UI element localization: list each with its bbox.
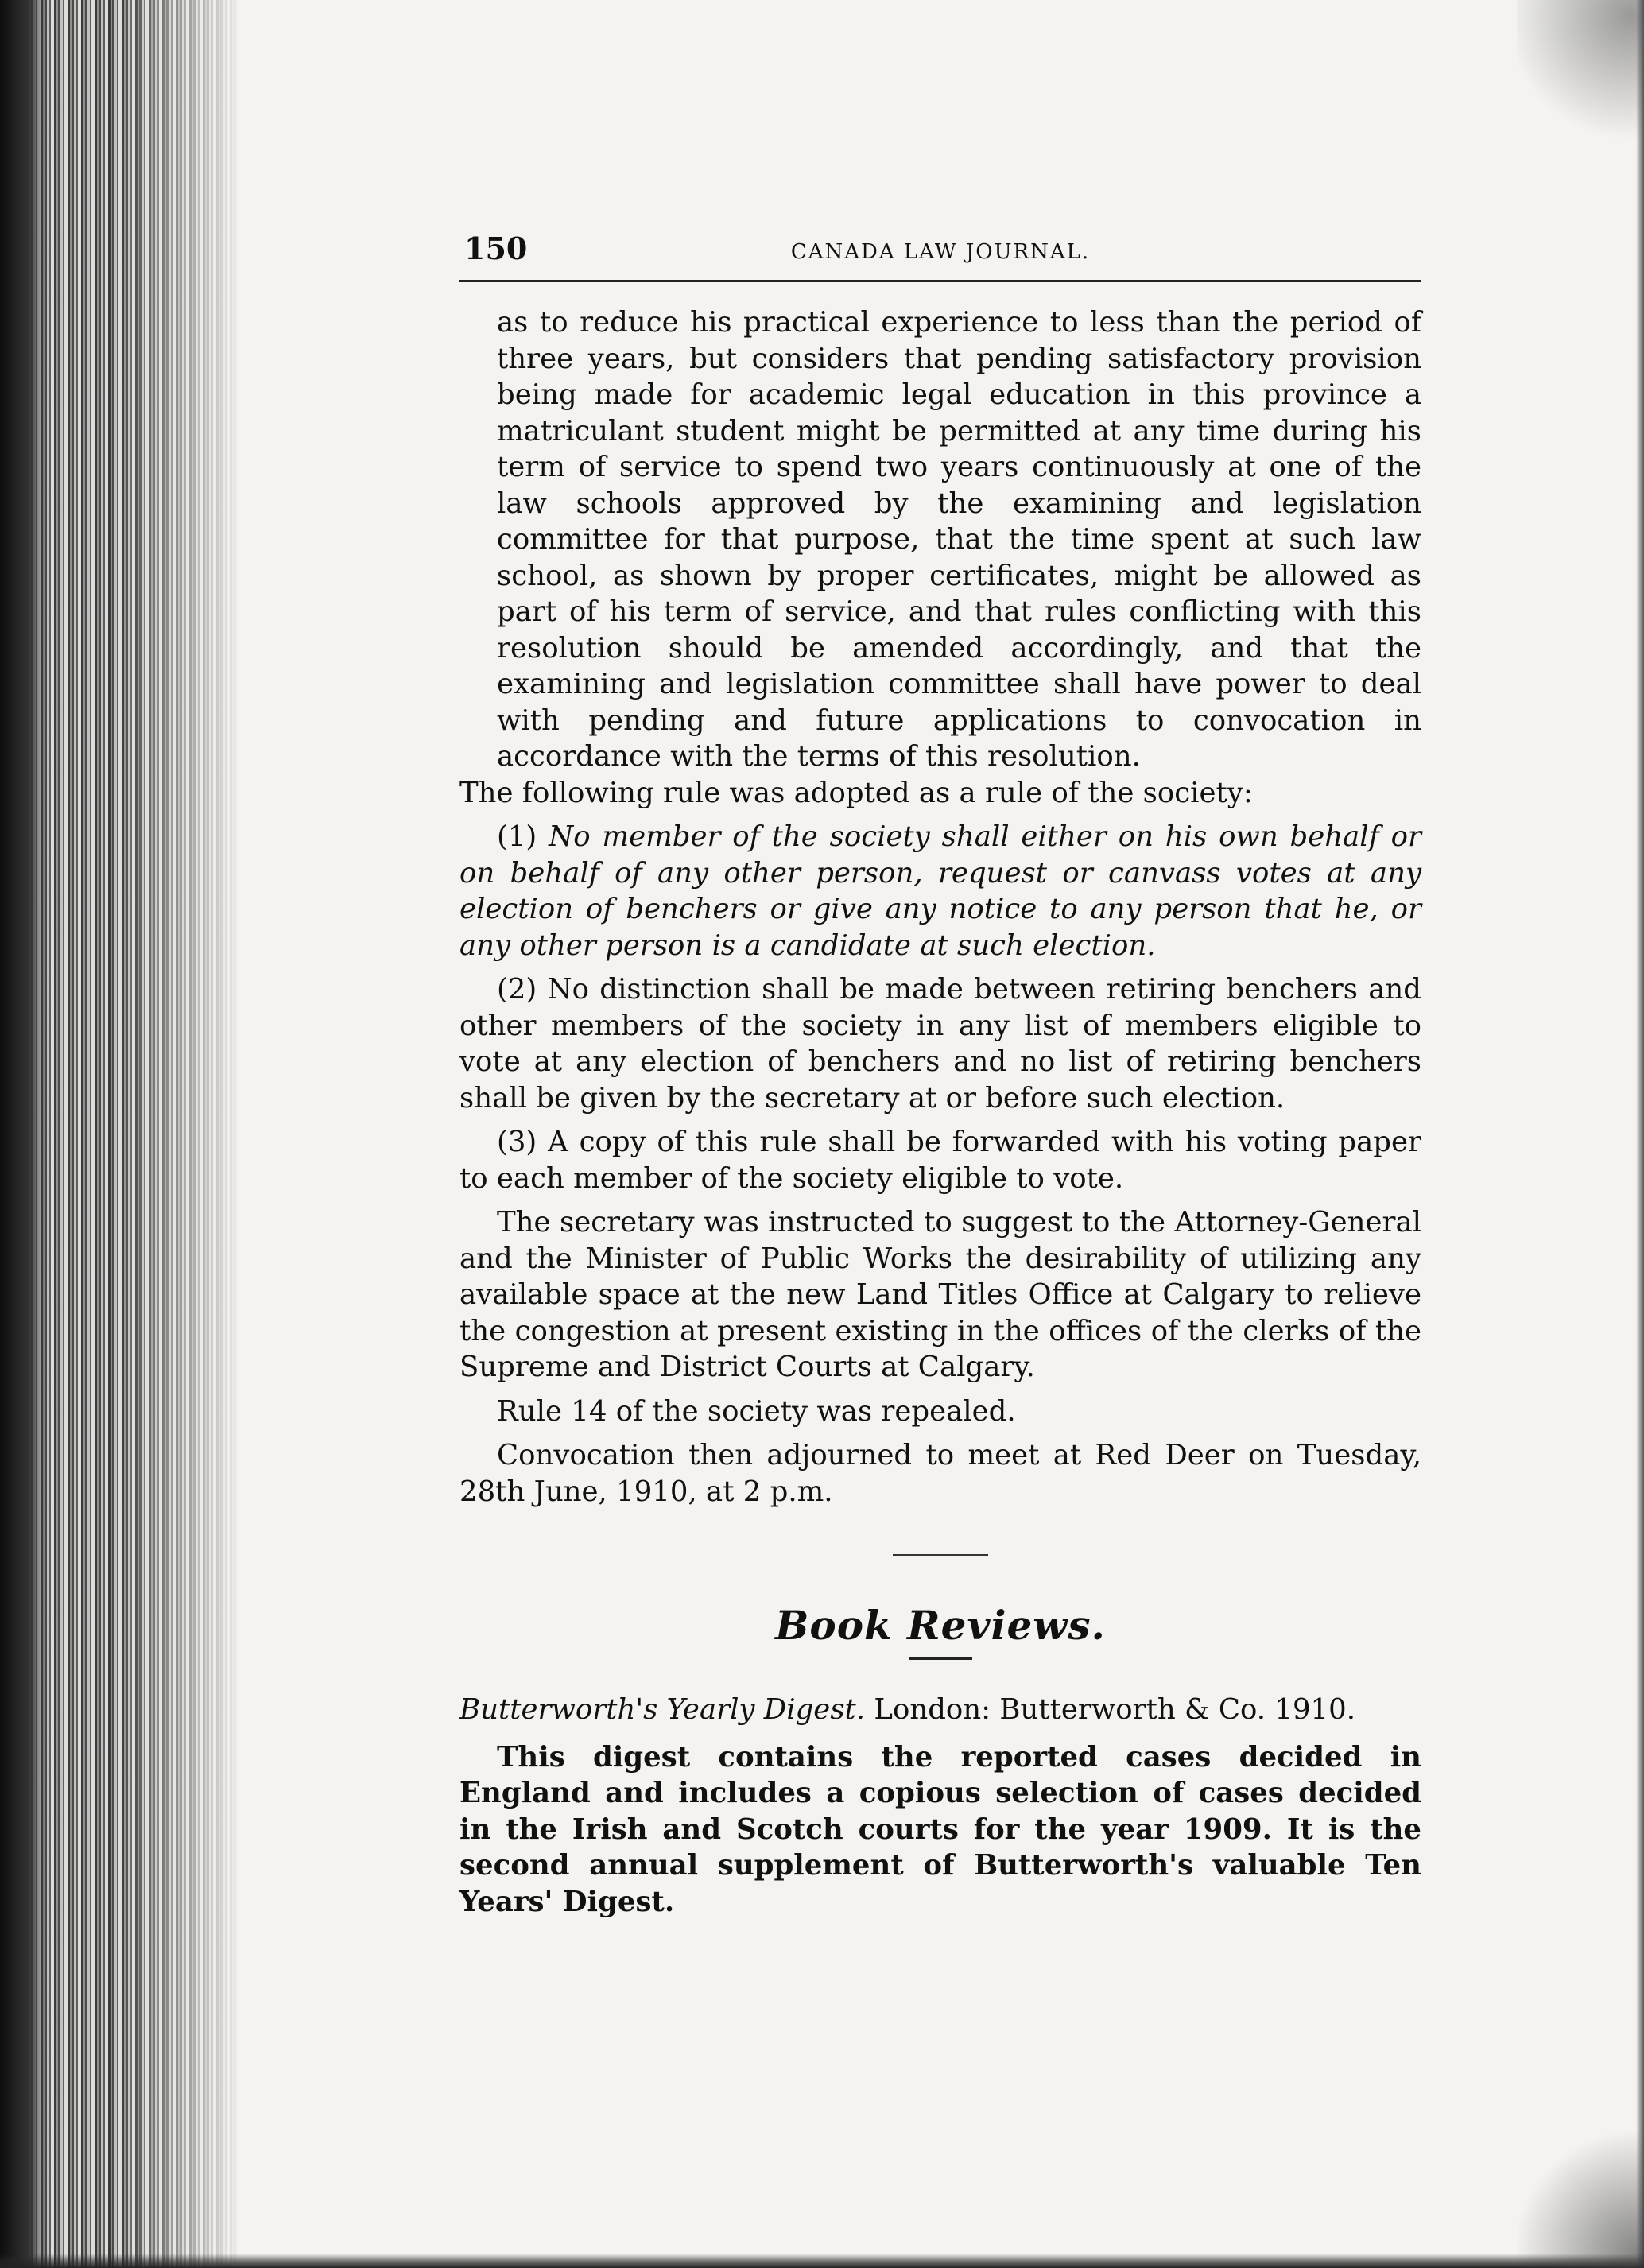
corner-smudge-top <box>1517 0 1644 151</box>
gutter-fade <box>119 0 238 2268</box>
book-reviews-heading: Book Reviews. <box>775 1602 1106 1649</box>
rule-2-text: No distinction shall be made between retiring benchers and other members of the society in any list of members eligible to vote at any election of benchers and no list of retiring benchers shall be given by the secretary at or before such election. <box>459 973 1421 1115</box>
corner-smudge-bottom <box>1517 2125 1644 2268</box>
journal-page <box>459 231 1421 1920</box>
rule-1 <box>459 819 1421 963</box>
rule-3-text: A copy of this rule shall be forwarded with his voting paper to each member of the society eligible to vote. <box>459 1126 1421 1195</box>
page-edge-right <box>1636 0 1644 2268</box>
page-edge-left <box>0 0 48 2268</box>
rule-1-number: (1) <box>497 820 537 853</box>
article-body <box>459 304 1421 1510</box>
rule-3 <box>459 1124 1421 1196</box>
reviewed-book-publisher: London: Butterworth & Co. 1910. <box>874 1693 1356 1726</box>
running-head <box>459 231 1421 275</box>
section-separator <box>893 1554 988 1556</box>
review-text: This digest contains the reported cases decided in England and includes a copious selection of cases decided in the Irish and Scotch courts for the year 1909. It is the second annual supplement of Butterworth's valuable Ten Years' Digest. <box>459 1740 1421 1918</box>
repeal-paragraph: Rule 14 of the society was repealed. <box>497 1394 1016 1428</box>
journal-title: CANADA LAW JOURNAL. <box>790 240 1091 264</box>
rule-3-number: (3) <box>497 1126 537 1158</box>
rule-2-number: (2) <box>497 973 537 1006</box>
secretary-paragraph: The secretary was instructed to suggest to the Attorney-General and the Minister of Public Works the desirability of utilizing any available space at the new Land Titles Office at Calgary to relieve the congestion at present existing in the offices of the clerks of the Supreme and District Courts at Calgary. <box>459 1206 1421 1383</box>
resolution-paragraph: as to reduce his practical experience to less than the period of three years, but considers that pending satisfactory provision being made for academic legal education in this province a matriculant student might be permitted at any time during his term of service to spend two years continuously at one of the law schools approved by the examining and legislation committee for that purpose, that the time spent at such law school, as shown by proper certificates, might be allowed as part of his term of service, and that rules conflicting with this resolution should be amended accordingly, and that the examining and legislation committee shall have power to deal with pending and future applications to convocation in accordance with the terms of this resolution. <box>497 306 1421 773</box>
rule-2 <box>459 971 1421 1116</box>
page-number: 150 <box>464 231 528 266</box>
rule-1-text: No member of the society shall either on his own behalf or on behalf of any other person, request or canvass votes at any election of benchers or give any notice to any person that he, or any other person is a candidate at such election. <box>459 820 1421 962</box>
adjourn-paragraph: Convocation then adjourned to meet at Red Deer on Tuesday, 28th June, 1910, at 2 p.m. <box>459 1439 1421 1508</box>
review-citation <box>459 1692 1421 1728</box>
page-edge-bottom <box>0 2254 1644 2268</box>
heading-underline <box>909 1657 972 1660</box>
reviewed-book-title: Butterworth's Yearly Digest. <box>459 1693 866 1726</box>
rule-intro: The following rule was adopted as a rule of the society: <box>459 776 1253 809</box>
header-rule <box>459 280 1421 282</box>
